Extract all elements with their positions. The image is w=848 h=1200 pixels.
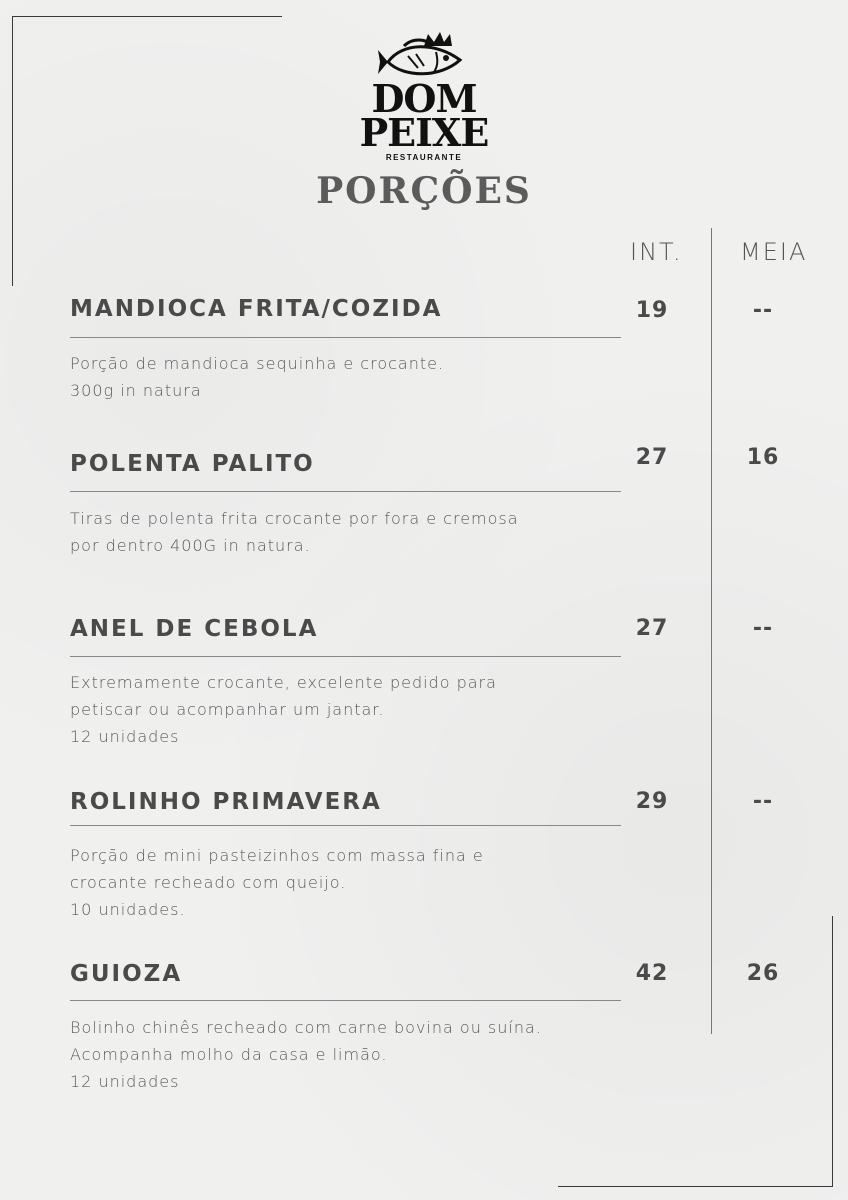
item-description [70,1014,630,1095]
item-description [70,669,630,750]
column-divider [711,228,712,1034]
item-divider [70,1000,621,1001]
logo-subtitle: RESTAURANTE [385,153,463,162]
item-description-line: petiscar ou acompanhar um jantar. [70,700,385,719]
item-description-line: Extremamente crocante, excelente pedido para [70,673,497,692]
page-title: PORÇÕES [316,170,532,212]
item-description-line: Acompanha molho da casa e limão. [70,1045,388,1064]
price-meia: -- [752,616,774,641]
restaurant-logo [340,28,508,168]
item-name: POLENTA PALITO [70,451,315,477]
logo-text-peixe: PEIXE [359,110,489,155]
price-int: 19 [635,298,669,323]
frame-line-bottom-right [558,1186,832,1187]
price-int: 27 [635,445,669,470]
item-name: ANEL DE CEBOLA [70,616,319,642]
item-description-line: 12 unidades [70,727,180,746]
item-description [70,350,630,404]
item-description-line: Tiras de polenta frita crocante por fora e cremosa [70,509,519,528]
logo-text-dom: DOM [371,76,477,121]
item-name: GUIOZA [70,961,183,987]
item-description-line: 10 unidades. [70,900,186,919]
column-header-int: INT. [630,238,683,266]
price-int: 29 [635,789,669,814]
price-meia: 16 [746,445,780,470]
frame-line-left [12,16,13,286]
item-description [70,505,630,559]
item-name: MANDIOCA FRITA/COZIDA [70,296,443,322]
item-divider [70,656,621,657]
item-description-line: Porção de mini pasteizinhos com massa fina e [70,846,484,865]
item-description-line: crocante recheado com queijo. [70,873,347,892]
item-description-line: 300g in natura [70,381,202,400]
price-meia: 26 [746,961,780,986]
item-divider [70,491,621,492]
price-meia: -- [752,298,774,323]
frame-line-right [832,916,833,1187]
item-description-line: Porção de mandioca sequinha e crocante. [70,354,445,373]
item-name: ROLINHO PRIMAVERA [70,789,382,815]
price-meia: -- [752,789,774,814]
column-header-meia: MEIA [740,238,808,266]
item-divider [70,337,621,338]
item-description-line: por dentro 400G in natura. [70,536,311,555]
item-description [70,842,630,923]
frame-line-top-left [12,16,282,17]
item-description-line: 12 unidades [70,1072,180,1091]
item-divider [70,825,621,826]
item-description-line: Bolinho chinês recheado com carne bovina ou suína. [70,1018,542,1037]
price-int: 27 [635,616,669,641]
price-int: 42 [635,961,669,986]
